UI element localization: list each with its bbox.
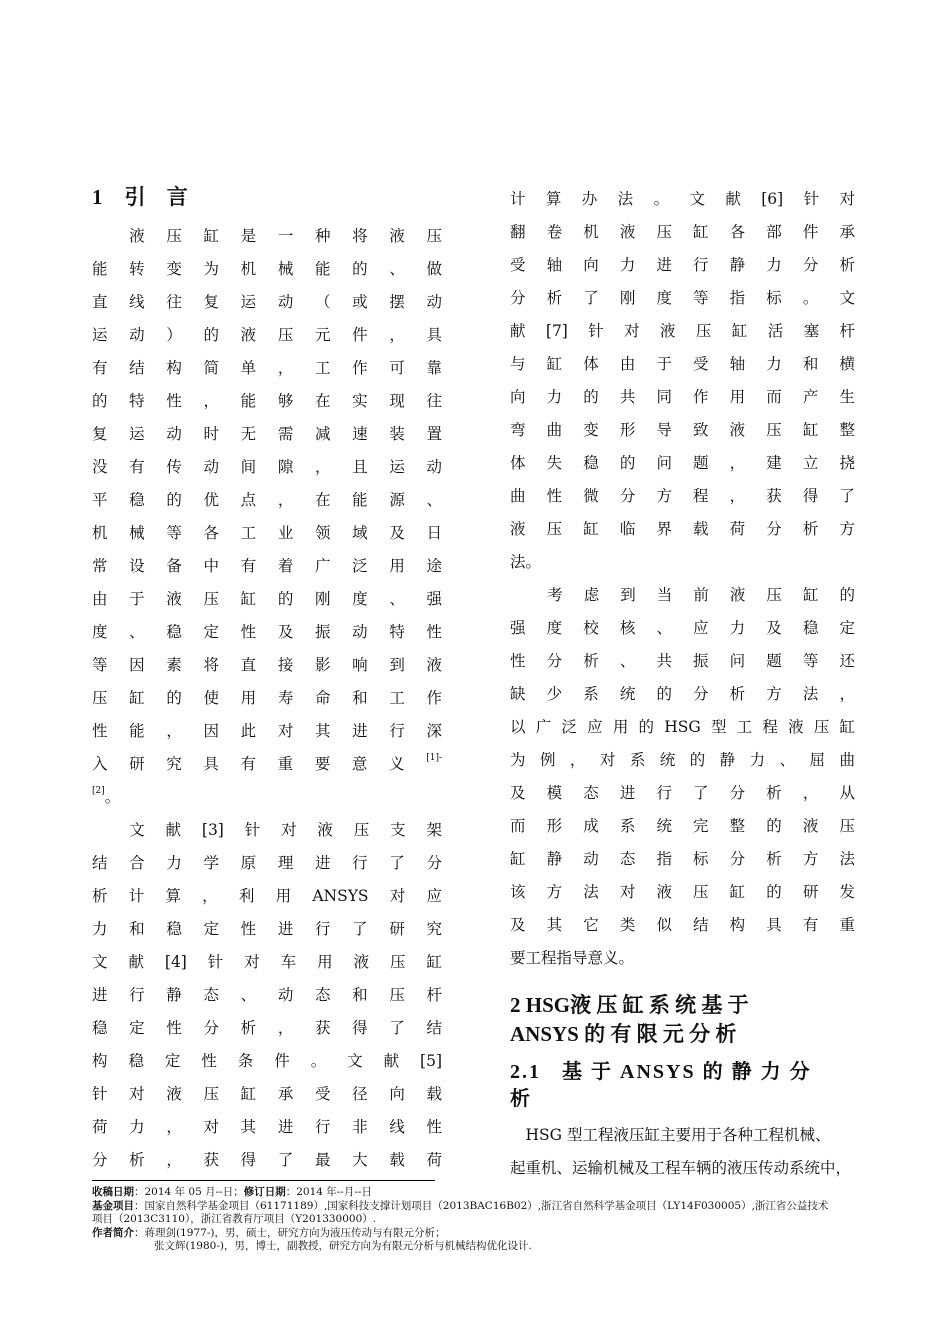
- citation-ref: [2]: [92, 786, 105, 796]
- footnotes: [92, 1186, 862, 1254]
- text-line: 为例，对系统的静力、屈曲: [510, 751, 855, 769]
- text-line: 该方法对液压缸的研发: [510, 883, 855, 901]
- text-line: 而形成系统完整的液压: [510, 817, 855, 835]
- text-line: 曲性微分方程，获得了: [510, 487, 855, 505]
- text-line: 液压缸是一种将液压: [129, 227, 442, 245]
- text-line: 文献[3]针对液压支架: [129, 821, 442, 839]
- heading-line: ANSYS 的 有 限 元 分 析: [510, 1022, 737, 1046]
- text-line: 由于液压缸的刚度、强: [92, 590, 442, 608]
- intro-paragraph-2: [92, 814, 442, 1177]
- section-2-heading: [510, 991, 855, 1049]
- text-line: 及其它类似结构具有重: [510, 916, 855, 934]
- section-2-1-paragraph: [510, 1119, 855, 1185]
- text-line-end: 。: [104, 788, 121, 806]
- citation-ref: [1]-: [426, 753, 442, 763]
- text-line: 献[7]针对液压缸活塞杆: [510, 322, 855, 340]
- text-line: 计算办法。文献[6]针对: [510, 190, 855, 208]
- intro-paragraph-2-continued: [510, 183, 855, 579]
- text-line: [92, 781, 442, 814]
- text-line: 弯曲变形导致液压缸整: [510, 421, 855, 439]
- section-2-1-heading: [510, 1059, 855, 1113]
- footnote-author: 作者简介：蒋理剑(1977-)，男，硕士，研究方向为液压传动与有限元分析；: [92, 1226, 446, 1239]
- text-line: 强度校核、应力及稳定: [510, 619, 855, 637]
- text-line: 分析，获得了最大载荷: [92, 1151, 442, 1169]
- text-line: 平稳的优点，在能源、: [92, 491, 442, 509]
- text-line: 性分析、共振问题等还: [510, 652, 855, 670]
- text-line: 液压缸临界载荷分析方: [510, 520, 855, 538]
- text-line: 翻卷机液压缸各部件承: [510, 223, 855, 241]
- text-line: 起重机、运输机械及工程车辆的液压传动系统中，: [510, 1159, 852, 1177]
- footnote-author-cont: 张文辉(1980-)，男，博士，副教授，研究方向为有限元分析与机械结构优化设计.: [154, 1240, 532, 1252]
- text-line: 向力的共同作用而产生: [510, 388, 855, 406]
- left-column: [92, 183, 442, 1177]
- text-line: 入研究具有重要意义: [92, 755, 427, 773]
- text-line: 要工程指导意义。: [510, 949, 635, 967]
- heading-line: 2.1 基 于 ANSYS 的 静 力 分: [510, 1061, 812, 1083]
- section-1-heading: 1 引 言: [92, 185, 196, 209]
- text-line: 能转变为机械能的、做: [92, 260, 442, 278]
- text-line-with-citation: [92, 748, 442, 781]
- text-line: 性能，因此对其进行深: [92, 722, 442, 740]
- text-line: 机械等各工业领域及日: [92, 524, 442, 542]
- text-line: 的特性，能够在实现往: [92, 392, 442, 410]
- heading-line: 2 HSG液 压 缸 系 统 基 于: [510, 993, 749, 1017]
- text-line: 以广泛应用的HSG型工程液压缸: [510, 718, 855, 736]
- text-line: 针对液压缸承受径向载: [92, 1085, 442, 1103]
- footnote-fund: 基金项目：国家自然科学基金项目（61171189）,国家科技支撑计划项目（2013BAC16B02）,浙江省自然科学基金项目（LY14F030005）,浙江省公益技术: [92, 1199, 829, 1212]
- text-line: 缺少系统的分析方法，: [510, 685, 855, 703]
- text-line: 荷力，对其进行非线性: [92, 1118, 442, 1136]
- text-line: 缸静动态指标分析方法: [510, 850, 855, 868]
- text-line: 进行静态、动态和压杆: [92, 986, 442, 1004]
- heading-line: 析: [510, 1088, 532, 1110]
- text-line: 受轴向力进行静力分析: [510, 256, 855, 274]
- text-line: 文献[4]针对车用液压缸: [92, 953, 442, 971]
- text-line: 等因素将直接影响到液: [92, 656, 442, 674]
- text-line: 有结构简单，工作可靠: [92, 359, 442, 377]
- text-line: HSG 型工程液压缸主要用于各种工程机械、: [525, 1126, 831, 1144]
- text-line: 没有传动间隙，且运动: [92, 458, 442, 476]
- text-line: 稳定性分析，获得了结: [92, 1019, 442, 1037]
- text-line: 及模态进行了分析，从: [510, 784, 855, 802]
- right-column: [510, 183, 855, 1185]
- text-line: 分析了刚度等指标。文: [510, 289, 855, 307]
- footnote-dates: 收稿日期：2014 年 05 月--日；修订日期：2014 年--月--日: [92, 1186, 372, 1198]
- text-line: 力和稳定性进行了研究: [92, 920, 442, 938]
- text-line: 复运动时无需减速装置: [92, 425, 442, 443]
- text-line: 度、稳定性及振动特性: [92, 623, 442, 641]
- text-line: 运动）的液压元件，具: [92, 326, 442, 344]
- text-line: 结合力学原理进行了分: [92, 854, 442, 872]
- text-line: 直线往复运动（或摆动: [92, 293, 442, 311]
- text-line: 考虑到当前液压缸的: [547, 586, 855, 604]
- text-line: 与缸体由于受轴力和横: [510, 355, 855, 373]
- text-line: 体失稳的问题，建立挠: [510, 454, 855, 472]
- intro-paragraph-3: [510, 579, 855, 975]
- text-line: 析计算，利用ANSYS对应: [92, 887, 442, 905]
- intro-paragraph-1: [92, 220, 442, 814]
- footnote-divider: [92, 1180, 435, 1181]
- text-line: 构稳定性条件。文献[5]: [92, 1052, 442, 1070]
- text-line: 法。: [510, 553, 542, 571]
- footnote-fund-cont: 项目（2013C3110），浙江省教育厅项目（Y201330000）.: [92, 1213, 377, 1225]
- text-line: 压缸的使用寿命和工作: [92, 689, 442, 707]
- text-line: 常设备中有着广泛用途: [92, 557, 442, 575]
